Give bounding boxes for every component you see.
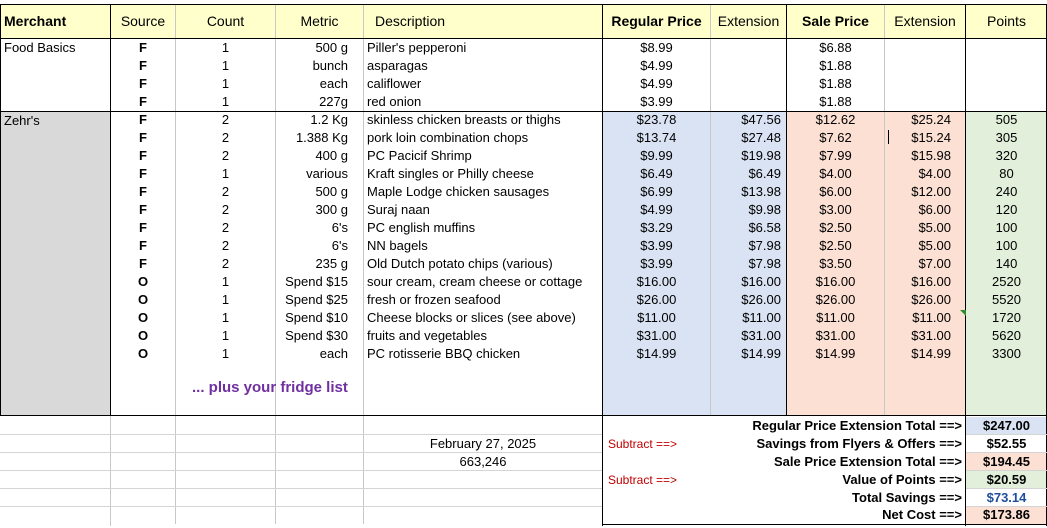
header-sale-price[interactable]: Sale Price <box>802 13 869 29</box>
summary-label-points-value: Value of Points ==> <box>842 472 962 487</box>
cell-regular-price[interactable]: $6.49 <box>640 166 673 181</box>
cell-source[interactable]: O <box>137 328 149 343</box>
cell-points[interactable] <box>966 57 1047 75</box>
cell-extension-sale[interactable]: $31.00 <box>911 328 951 343</box>
cell-sale-price[interactable]: $2.50 <box>819 238 852 253</box>
cell-description[interactable]: pork loin combination chops <box>367 130 529 145</box>
cell-sale-price[interactable]: $1.88 <box>819 58 852 73</box>
cell-extension-sale[interactable]: $15.98 <box>911 148 951 163</box>
cell-sale-price[interactable]: $1.88 <box>819 76 852 91</box>
cell-points[interactable]: 1720 <box>992 310 1021 325</box>
summary-label-savings: Savings from Flyers & Offers ==> <box>756 436 962 451</box>
cell-sale-price[interactable]: $4.00 <box>819 166 852 181</box>
cell-sale-price[interactable]: $31.00 <box>815 328 856 343</box>
cell-metric[interactable]: 6's <box>331 238 348 253</box>
cell-metric[interactable]: Spend $25 <box>285 292 348 307</box>
summary-label-total-savings: Total Savings ==> <box>852 490 962 505</box>
cell-sale-price[interactable]: $11.00 <box>816 310 855 325</box>
cell-metric[interactable]: 1.388 Kg <box>295 130 348 145</box>
header-source[interactable]: Source <box>120 13 166 29</box>
cell-extension-sale[interactable]: $4.00 <box>918 166 951 181</box>
cell-metric[interactable]: 500 g <box>315 184 348 199</box>
summary-value-sale-total[interactable]: $194.45 <box>983 454 1030 469</box>
cell-metric[interactable]: Spend $15 <box>285 274 348 289</box>
cell-source[interactable]: F <box>139 130 147 145</box>
cell-extension-sale[interactable]: $26.00 <box>911 292 951 307</box>
cell-count[interactable]: 2 <box>221 256 230 271</box>
cell-points[interactable]: 240 <box>995 184 1018 199</box>
cell-points[interactable]: 5620 <box>992 328 1021 343</box>
cell-source[interactable]: F <box>139 256 147 271</box>
cell-extension-sale[interactable]: $16.00 <box>911 274 951 289</box>
fridge-list-note: ... plus your fridge list <box>192 379 348 396</box>
cell-extension-sale[interactable]: $5.00 <box>918 220 951 235</box>
cell-extension-regular[interactable]: $19.98 <box>741 148 781 163</box>
cell-regular-price[interactable]: $16.00 <box>636 274 677 289</box>
cell-sale-price[interactable]: $26.00 <box>815 292 856 307</box>
cell-description[interactable]: skinless chicken breasts or thighs <box>367 112 561 127</box>
cell-points[interactable]: 305 <box>995 130 1018 145</box>
date-label: February 27, 2025 <box>429 436 537 451</box>
cell-source[interactable]: O <box>137 274 149 289</box>
cell-extension-regular[interactable]: $6.49 <box>748 166 781 181</box>
cell-description[interactable]: Maple Lodge chicken sausages <box>367 184 550 199</box>
cell-points[interactable]: 5520 <box>992 292 1021 307</box>
merchant-zehrs[interactable]: Zehr's <box>4 113 40 128</box>
cell-sale-price[interactable]: $7.62 <box>819 130 852 145</box>
summary-label-regular-total: Regular Price Extension Total ==> <box>752 418 962 433</box>
cell-sale-price[interactable]: $16.00 <box>815 274 856 289</box>
cell-regular-price[interactable]: $4.99 <box>640 76 673 91</box>
cell-regular-price[interactable]: $26.00 <box>636 292 677 307</box>
summary-value-points[interactable]: $20.59 <box>986 472 1027 487</box>
cell-extension-regular[interactable]: $7.98 <box>748 238 781 253</box>
cell-extension-regular[interactable] <box>711 39 781 57</box>
cell-count[interactable]: 1 <box>221 40 230 55</box>
cell-metric[interactable]: 235 g <box>315 256 348 271</box>
cell-count[interactable]: 2 <box>221 148 230 163</box>
cell-count[interactable]: 2 <box>221 202 230 217</box>
header-points[interactable]: Points <box>987 13 1026 29</box>
cell-sale-price[interactable]: $2.50 <box>819 220 852 235</box>
cell-extension-sale[interactable] <box>885 39 951 57</box>
cell-metric[interactable]: Spend $10 <box>285 310 348 325</box>
cell-extension-regular[interactable]: $9.98 <box>748 202 781 217</box>
cell-description[interactable]: Piller's pepperoni <box>367 40 467 55</box>
header-merchant[interactable]: Merchant <box>4 13 67 29</box>
cell-extension-regular[interactable] <box>711 57 781 75</box>
cell-description[interactable]: PC rotisserie BBQ chicken <box>367 346 521 361</box>
cell-extension-sale[interactable] <box>885 93 951 111</box>
cell-extension-sale[interactable] <box>885 57 951 75</box>
cell-source[interactable]: F <box>139 112 147 127</box>
cell-extension-sale[interactable]: $15.24 <box>911 130 951 145</box>
cell-source[interactable]: O <box>137 292 149 307</box>
cell-source[interactable]: F <box>139 220 147 235</box>
cell-regular-price[interactable]: $11.00 <box>637 310 676 325</box>
cell-count[interactable]: 1 <box>221 58 230 73</box>
cell-extension-sale[interactable]: $12.00 <box>911 184 951 199</box>
cell-extension-sale[interactable]: $6.00 <box>918 202 951 217</box>
cell-count[interactable]: 1 <box>221 76 230 91</box>
cell-metric[interactable]: 6's <box>331 220 348 235</box>
summary-value-regular-total[interactable]: $247.00 <box>983 418 1030 433</box>
cell-points[interactable]: 120 <box>995 202 1018 217</box>
cell-description[interactable]: asparagas <box>367 58 428 73</box>
cell-extension-sale[interactable]: $25.24 <box>911 112 951 127</box>
cell-metric[interactable]: bunch <box>312 58 348 73</box>
cell-count[interactable]: 2 <box>221 130 230 145</box>
cell-description[interactable]: PC Pacicif Shrimp <box>367 148 472 163</box>
cell-source[interactable]: F <box>139 202 147 217</box>
cell-description[interactable]: Cheese blocks or slices (see above) <box>367 310 576 325</box>
cell-regular-price[interactable]: $14.99 <box>636 346 677 361</box>
cell-source[interactable]: F <box>139 94 147 109</box>
cell-description[interactable]: red onion <box>367 94 422 109</box>
cell-extension-regular[interactable]: $6.58 <box>748 220 781 235</box>
header-count[interactable]: Count <box>206 13 245 29</box>
cell-sale-price[interactable]: $3.50 <box>819 256 852 271</box>
cell-sale-price[interactable]: $12.62 <box>815 112 856 127</box>
cell-metric[interactable]: 500 g <box>315 40 348 55</box>
zehrs-merchant-fill <box>0 112 110 415</box>
header-description[interactable]: Description <box>375 13 446 29</box>
cell-count[interactable]: 1 <box>221 292 230 307</box>
cell-points[interactable]: 100 <box>995 238 1018 253</box>
cell-points[interactable]: 80 <box>999 166 1014 181</box>
cell-extension-regular[interactable]: $11.00 <box>742 310 781 325</box>
text-cursor <box>888 130 889 144</box>
cell-regular-price[interactable]: $13.74 <box>636 130 677 145</box>
cell-points[interactable]: 100 <box>995 220 1018 235</box>
cell-points[interactable]: 505 <box>995 112 1018 127</box>
cell-extension-regular[interactable]: $13.98 <box>741 184 781 199</box>
comment-indicator-icon <box>960 310 966 316</box>
cell-metric[interactable]: 300 g <box>315 202 348 217</box>
cell-points[interactable] <box>966 93 1047 111</box>
summary-value-total-savings[interactable]: $73.14 <box>986 490 1027 505</box>
cell-count[interactable]: 1 <box>221 166 230 181</box>
subtract-label-points: Subtract ==> <box>608 473 678 487</box>
cell-regular-price[interactable]: $8.99 <box>640 40 673 55</box>
cell-metric[interactable]: various <box>306 166 348 181</box>
cell-points[interactable]: 320 <box>995 148 1018 163</box>
cell-regular-price[interactable]: $23.78 <box>636 112 677 127</box>
cell-sale-price[interactable]: $1.88 <box>819 94 852 109</box>
cell-description[interactable]: califlower <box>367 76 422 91</box>
merchant-food-basics[interactable]: Food Basics <box>4 40 76 55</box>
cell-sale-price[interactable]: $3.00 <box>819 202 852 217</box>
cell-metric[interactable]: each <box>319 76 348 91</box>
cell-count[interactable]: 2 <box>221 112 230 127</box>
cell-extension-regular[interactable]: $7.98 <box>748 256 781 271</box>
cell-regular-price[interactable]: $31.00 <box>636 328 677 343</box>
cell-regular-price[interactable]: $4.99 <box>640 58 673 73</box>
cell-points[interactable]: 140 <box>995 256 1018 271</box>
cell-count[interactable]: 1 <box>221 274 230 289</box>
cell-metric[interactable]: each <box>319 346 348 361</box>
summary-value-net-cost[interactable]: $173.86 <box>983 507 1030 522</box>
cell-extension-regular[interactable]: $47.56 <box>741 112 781 127</box>
cell-count[interactable]: 2 <box>221 184 230 199</box>
cell-extension-regular[interactable]: $27.48 <box>741 130 781 145</box>
cell-source[interactable]: F <box>139 238 147 253</box>
cell-points[interactable] <box>966 39 1047 57</box>
cell-description[interactable]: fruits and vegetables <box>367 328 487 343</box>
cell-source[interactable]: F <box>139 40 147 55</box>
cell-source[interactable]: F <box>139 148 147 163</box>
cell-source[interactable]: F <box>139 58 147 73</box>
cell-description[interactable]: sour cream, cream cheese or cottage <box>367 274 583 289</box>
header-metric[interactable]: Metric <box>300 13 339 29</box>
cell-description[interactable]: fresh or frozen seafood <box>367 292 501 307</box>
cell-description[interactable]: Old Dutch potato chips (various) <box>367 256 553 271</box>
cell-description[interactable]: Kraft singles or Philly cheese <box>367 166 534 181</box>
cell-extension-regular[interactable]: $16.00 <box>741 274 781 289</box>
cell-source[interactable]: O <box>137 346 149 361</box>
cell-sale-price[interactable]: $14.99 <box>815 346 856 361</box>
cell-sale-price[interactable]: $7.99 <box>819 148 852 163</box>
cell-extension-sale[interactable] <box>885 75 951 93</box>
cell-description[interactable]: PC english muffins <box>367 220 476 235</box>
summary-value-savings[interactable]: $52.55 <box>986 436 1027 451</box>
cell-description[interactable]: NN bagels <box>367 238 428 253</box>
cell-count[interactable]: 2 <box>221 238 230 253</box>
subtract-label-savings: Subtract ==> <box>608 437 678 451</box>
cell-regular-price[interactable]: $3.99 <box>640 256 673 271</box>
cell-source[interactable]: F <box>139 166 147 181</box>
cell-points[interactable] <box>966 75 1047 93</box>
cell-regular-price[interactable]: $6.99 <box>640 184 673 199</box>
cell-extension-regular[interactable]: $31.00 <box>741 328 781 343</box>
cell-metric[interactable]: 1.2 Kg <box>310 112 348 127</box>
summary-label-sale-total: Sale Price Extension Total ==> <box>774 454 962 469</box>
cell-extension-sale[interactable]: $5.00 <box>918 238 951 253</box>
header-extension-sale[interactable]: Extension <box>894 13 956 29</box>
cell-sale-price[interactable]: $6.00 <box>819 184 852 199</box>
cell-metric[interactable]: 227g <box>319 94 348 109</box>
cell-points[interactable]: 2520 <box>992 274 1021 289</box>
cell-extension-regular[interactable] <box>711 75 781 93</box>
serial-number: 663,246 <box>459 454 507 469</box>
cell-extension-regular[interactable]: $14.99 <box>741 346 781 361</box>
cell-count[interactable]: 1 <box>221 328 230 343</box>
cell-regular-price[interactable]: $3.29 <box>640 220 673 235</box>
cell-regular-price[interactable]: $3.99 <box>640 238 673 253</box>
cell-count[interactable]: 1 <box>221 94 230 109</box>
cell-extension-regular[interactable]: $26.00 <box>741 292 781 307</box>
cell-extension-sale[interactable]: $7.00 <box>918 256 951 271</box>
summary-label-net-cost: Net Cost ==> <box>882 507 962 522</box>
cell-count[interactable]: 2 <box>221 220 230 235</box>
header-extension-regular[interactable]: Extension <box>717 13 780 29</box>
cell-metric[interactable]: 400 g <box>315 148 348 163</box>
cell-sale-price[interactable]: $6.88 <box>819 40 852 55</box>
cell-extension-sale[interactable]: $11.00 <box>912 310 951 325</box>
cell-source[interactable]: F <box>139 184 147 199</box>
cell-extension-regular[interactable] <box>711 93 781 111</box>
cell-count[interactable]: 1 <box>221 310 230 325</box>
cell-regular-price[interactable]: $9.99 <box>640 148 673 163</box>
cell-extension-sale[interactable]: $14.99 <box>911 346 951 361</box>
cell-points[interactable]: 3300 <box>992 346 1021 361</box>
cell-description[interactable]: Suraj naan <box>367 202 430 217</box>
header-regular-price[interactable]: Regular Price <box>611 13 702 29</box>
cell-count[interactable]: 1 <box>221 346 230 361</box>
cell-source[interactable]: O <box>137 310 149 325</box>
cell-regular-price[interactable]: $3.99 <box>640 94 673 109</box>
cell-metric[interactable]: Spend $30 <box>285 328 348 343</box>
cell-source[interactable]: F <box>139 76 147 91</box>
cell-regular-price[interactable]: $4.99 <box>640 202 673 217</box>
